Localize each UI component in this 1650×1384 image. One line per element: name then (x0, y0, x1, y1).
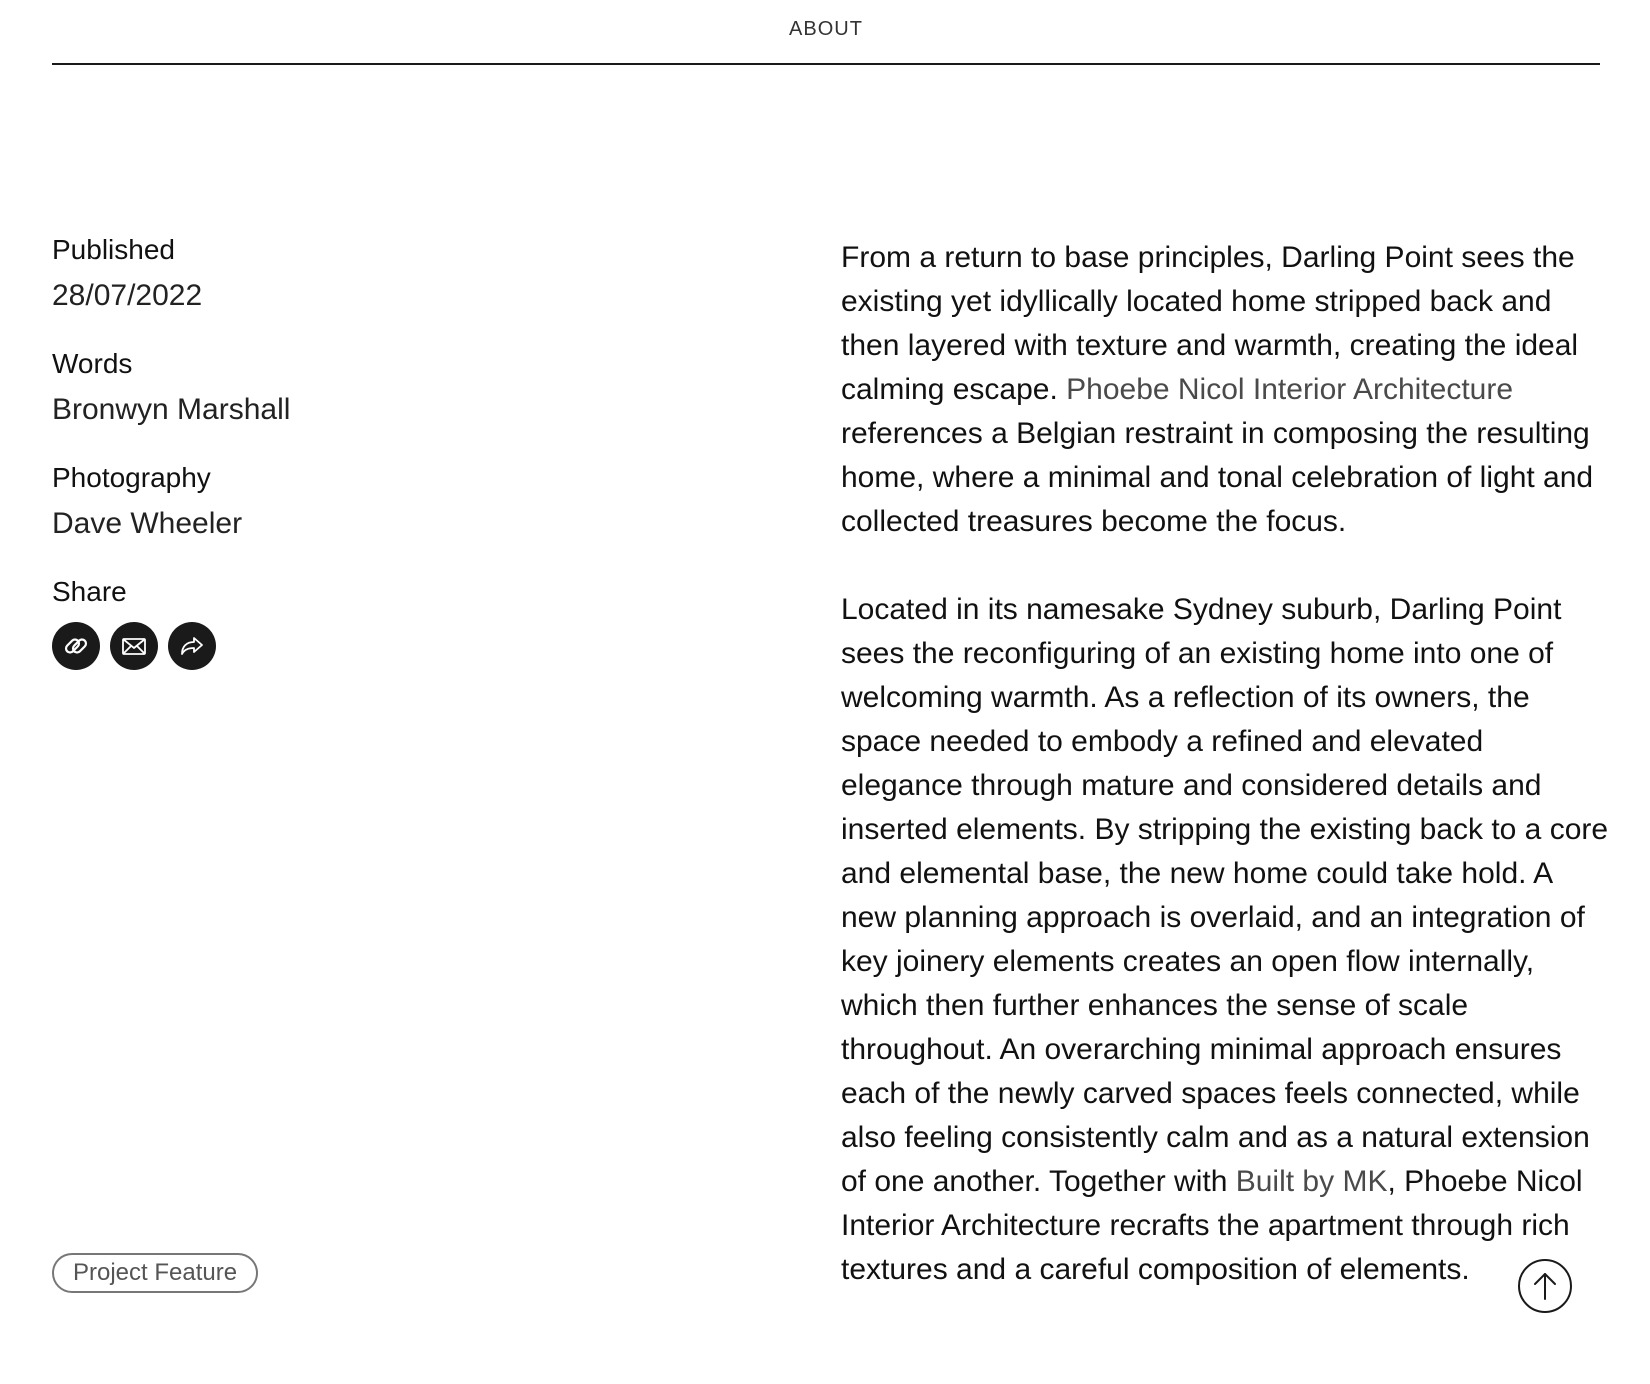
back-to-top-button[interactable] (1518, 1259, 1572, 1313)
arrow-up-icon (1532, 1271, 1558, 1301)
words-group (52, 346, 612, 430)
author-name: Bronwyn Marshall (52, 393, 291, 426)
share-button[interactable] (168, 622, 216, 670)
article-meta (52, 232, 612, 700)
share-label: Share (52, 576, 127, 607)
published-group (52, 232, 612, 316)
share-arrow-icon (178, 632, 206, 660)
paragraph-1-text-a: From a return to base principles, Darling Point sees the existing yet idyllically located home stripped back and then layered with texture and warmth, creating the ideal calming escape. (841, 241, 1579, 406)
paragraph-2-text-a: Located in its namesake Sydney suburb, Darling Point sees the reconfiguring of an existing home into one of welcoming warmth. As a reflection of its owners, the space needed to embody a refined and elevated elegance through mature and considered details and inserted elements. By stripping the existing back to a core and elemental base, the new home could take hold. A new planning approach is overlaid, and an integration of key joinery elements creates an open flow internally, which then further enhances the sense of scale throughout. An overarching minimal approach ensures each of the newly carved spaces feels connected, while also feeling consistently calm and as a natural extension of one another. Together with (841, 593, 1609, 1198)
section-title: ABOUT (789, 18, 863, 40)
email-share-button[interactable] (110, 622, 158, 670)
share-buttons (52, 622, 612, 670)
words-label: Words (52, 348, 133, 379)
paragraph-2-text-b: , Phoebe Nicol Interior Architecture recrafts the apartment through rich textures and a careful composition of elements. (841, 1165, 1583, 1286)
article-paragraph-2 (841, 588, 1611, 1292)
mail-icon (120, 632, 148, 660)
photography-label: Photography (52, 462, 211, 493)
category-tag[interactable]: Project Feature (52, 1253, 258, 1293)
published-label: Published (52, 234, 175, 265)
link-icon (62, 632, 90, 660)
top-bar (52, 0, 1600, 65)
designer-link[interactable]: Phoebe Nicol Interior Architecture (1066, 373, 1514, 406)
photographer-name: Dave Wheeler (52, 507, 243, 540)
share-group (52, 574, 612, 670)
copy-link-button[interactable] (52, 622, 100, 670)
photography-group (52, 460, 612, 544)
published-date: 28/07/2022 (52, 279, 203, 312)
article-paragraph-1 (841, 236, 1611, 544)
paragraph-1-text-b: references a Belgian restraint in composing the resulting home, where a minimal and tonal celebration of light and collected treasures become the focus. (841, 417, 1594, 538)
builder-link[interactable]: Built by MK (1235, 1165, 1388, 1198)
article-body (841, 236, 1611, 1336)
